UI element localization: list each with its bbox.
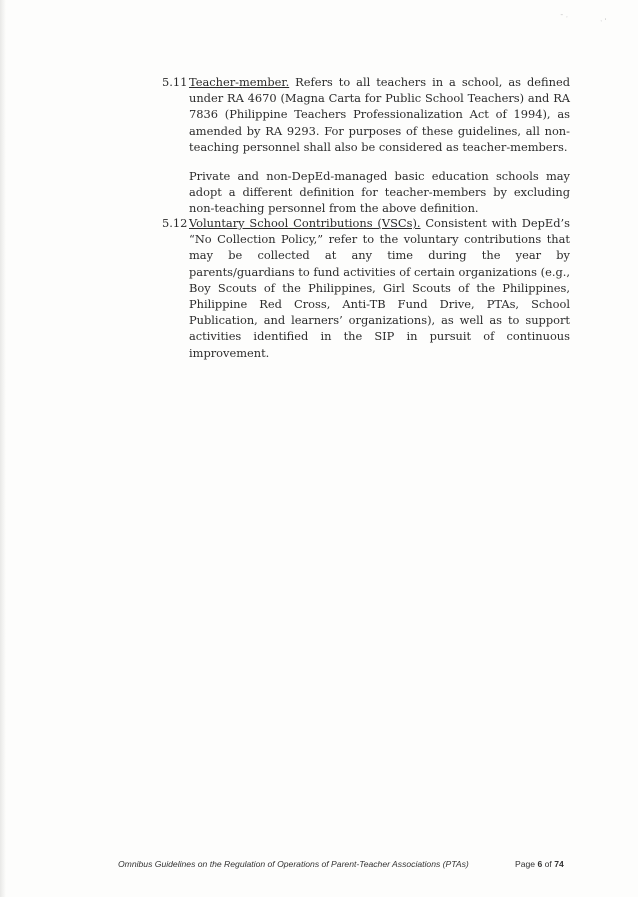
defined-term: Voluntary School Contributions (VSCs). bbox=[189, 216, 421, 230]
page-number bbox=[515, 859, 564, 869]
section-paragraph: Private and non-DepEd-managed basic education schools may adopt a different definition for teacher-members by excluding non-teaching personnel from the above definition. bbox=[189, 169, 570, 216]
section-number: 5.11 bbox=[162, 75, 188, 89]
section-5-11 bbox=[162, 74, 570, 217]
section-number: 5.12 bbox=[162, 216, 188, 230]
scan-speck: ˑ ˈ bbox=[600, 18, 607, 26]
definition-text: Consistent with DepEd’s “No Collection Policy,” refer to the voluntary contributions that may be collected at any time during the year by parents/guardians to fund activities of certain organizations (e.g., Boy Scouts of the Philippines, Girl Scouts of the Philippines, Philippine Red Cross, Anti-TB Fund Drive, PTAs, School Publication, and learners’ organizations), as well as to support activities identified in the SIP in pursuit of continuous improvement. bbox=[189, 216, 570, 360]
page-label: Page bbox=[515, 859, 536, 869]
footer-document-title: Omnibus Guidelines on the Regulation of Operations of Parent-Teacher Associations (PTAs) bbox=[118, 859, 469, 869]
defined-term: Teacher-member. bbox=[189, 75, 290, 89]
definition-text: Refers to all teachers in a school, as defined under RA 4670 (Magna Carta for Public School Teachers) and RA 7836 (Philippine Teachers Professionalization Act of 1994), as amended by RA 9293. For purposes of these guidelines, all non-teaching personnel shall also be considered as teacher-members. bbox=[189, 75, 570, 154]
page-current: 6 bbox=[537, 859, 543, 869]
section-5-12 bbox=[162, 215, 570, 361]
scan-speck: ˉ ˑ bbox=[560, 14, 569, 22]
scan-edge bbox=[0, 0, 6, 897]
section-body bbox=[189, 215, 570, 361]
page-total: 74 bbox=[554, 859, 564, 869]
section-body bbox=[189, 74, 570, 155]
page-of: of bbox=[544, 859, 552, 869]
